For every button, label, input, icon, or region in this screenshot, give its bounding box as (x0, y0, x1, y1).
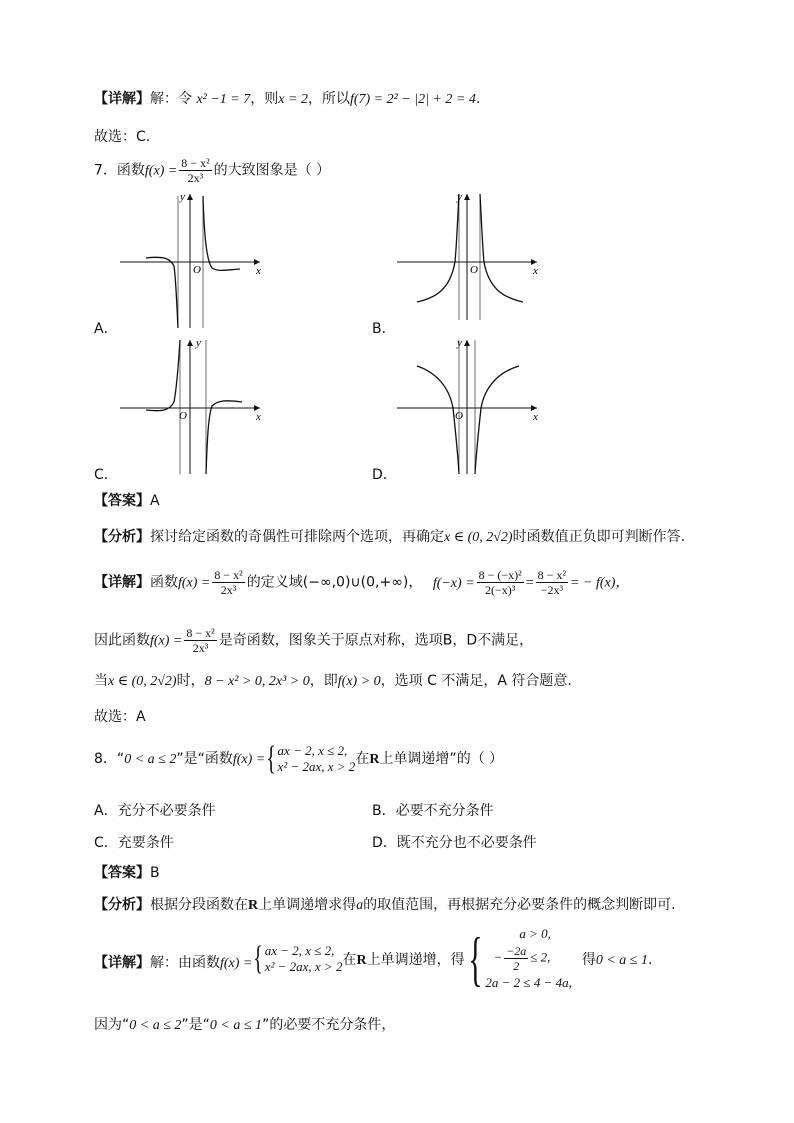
question-7: 7．函数f(x) = $\frac{\text{8 − x²}}{\text{2x³}}$ 的大致图象是（ ） (94, 156, 331, 185)
svg-text:O: O (455, 410, 463, 422)
answer-7: 【答案】A (94, 493, 160, 509)
graph-c-label: C． (94, 467, 118, 483)
graph-d (395, 336, 545, 476)
select-line-6: 故选：C. (94, 129, 151, 145)
graph-a (118, 190, 268, 330)
option-8-b: B．必要不充分条件 (372, 803, 494, 819)
analysis-8: 【分析】根据分段函数在R上单调递增求得a的取值范围，再根据充分必要条件的概念判断即可. (94, 897, 676, 913)
svg-text:O: O (193, 264, 201, 276)
svg-text:x: x (533, 265, 538, 277)
detail-line-1: 【详解】解：令 x² −1 = 7，则x = 2，所以f(7) = 2² − |2| + 2 = 4. (94, 91, 481, 107)
graph-c (118, 336, 268, 476)
detail-7-line-3: 当x ∈ (0, 2√2)时，8 − x² > 0, 2x³ > 0，即f(x) > 0，选项 C 不满足，A 符合题意. (94, 673, 572, 689)
detail-8: 【详解】解：由函数f(x) ={ ax − 2, x ≤ 2, x² − 2ax, x > 2 在R上单调递增，得{ a > 0, − $\frac{-2a}{2}$ ≤ 2, 2a − 2 ≤ 4 − 4a, 得0 < a ≤ 1. (94, 925, 653, 992)
select-line-7: 故选：A (94, 709, 146, 725)
answer-8: 【答案】B (94, 865, 160, 881)
svg-text:x: x (256, 411, 261, 423)
svg-text:x: x (533, 411, 538, 423)
svg-text:O: O (179, 410, 187, 422)
graph-b-label: B． (372, 321, 396, 337)
option-8-a: A．充分不必要条件 (94, 803, 216, 819)
svg-text:x: x (256, 265, 261, 277)
svg-text:y: y (457, 337, 462, 349)
detail-tag: 【详解】 (94, 91, 150, 107)
graph-a-label: A． (94, 321, 118, 337)
conclusion-8: 因为“0 < a ≤ 2”是“0 < a ≤ 1”的必要不充分条件， (94, 1017, 396, 1033)
svg-text:y: y (180, 191, 185, 203)
graph-d-label: D． (372, 467, 397, 483)
svg-text:y: y (457, 191, 462, 203)
option-8-c: C．充要条件 (94, 835, 174, 851)
detail-7-line-1: 【详解】函数f(x) = $\frac{\text{8 − x²}}{\text{2x³}}$ 的定义域(−∞,0)∪(0,+∞)， f(−x) = $\frac{\text{8 − (−x)²}}{\text{2(−x)³}}$ = $\frac{\text{8 − x²}}{\text{−2x³}}$ = − f(x)， (94, 568, 630, 597)
option-8-d: D．既不充分也不必要条件 (372, 835, 537, 851)
graph-b (395, 190, 545, 330)
question-8: 8．“0 < a ≤ 2”是“函数f(x) ={ ax − 2, x ≤ 2, x² − 2ax, x > 2 在R上单调递增”的（ ） (94, 740, 504, 777)
analysis-7: 【分析】探讨给定函数的奇偶性可排除两个选项，再确定x ∈ (0, 2√2)时函数值正负即可判断作答. (94, 529, 686, 545)
svg-text:O: O (470, 264, 478, 276)
fraction: $\frac{\text{8 − x²}}{\text{2x³}}$ (181, 156, 210, 185)
detail-7-line-2: 因此函数f(x) = $\frac{\text{8 − x²}}{\text{2x³}}$ 是奇函数，图象关于原点对称，选项B，D不满足， (94, 626, 534, 655)
svg-text:y: y (196, 337, 201, 349)
